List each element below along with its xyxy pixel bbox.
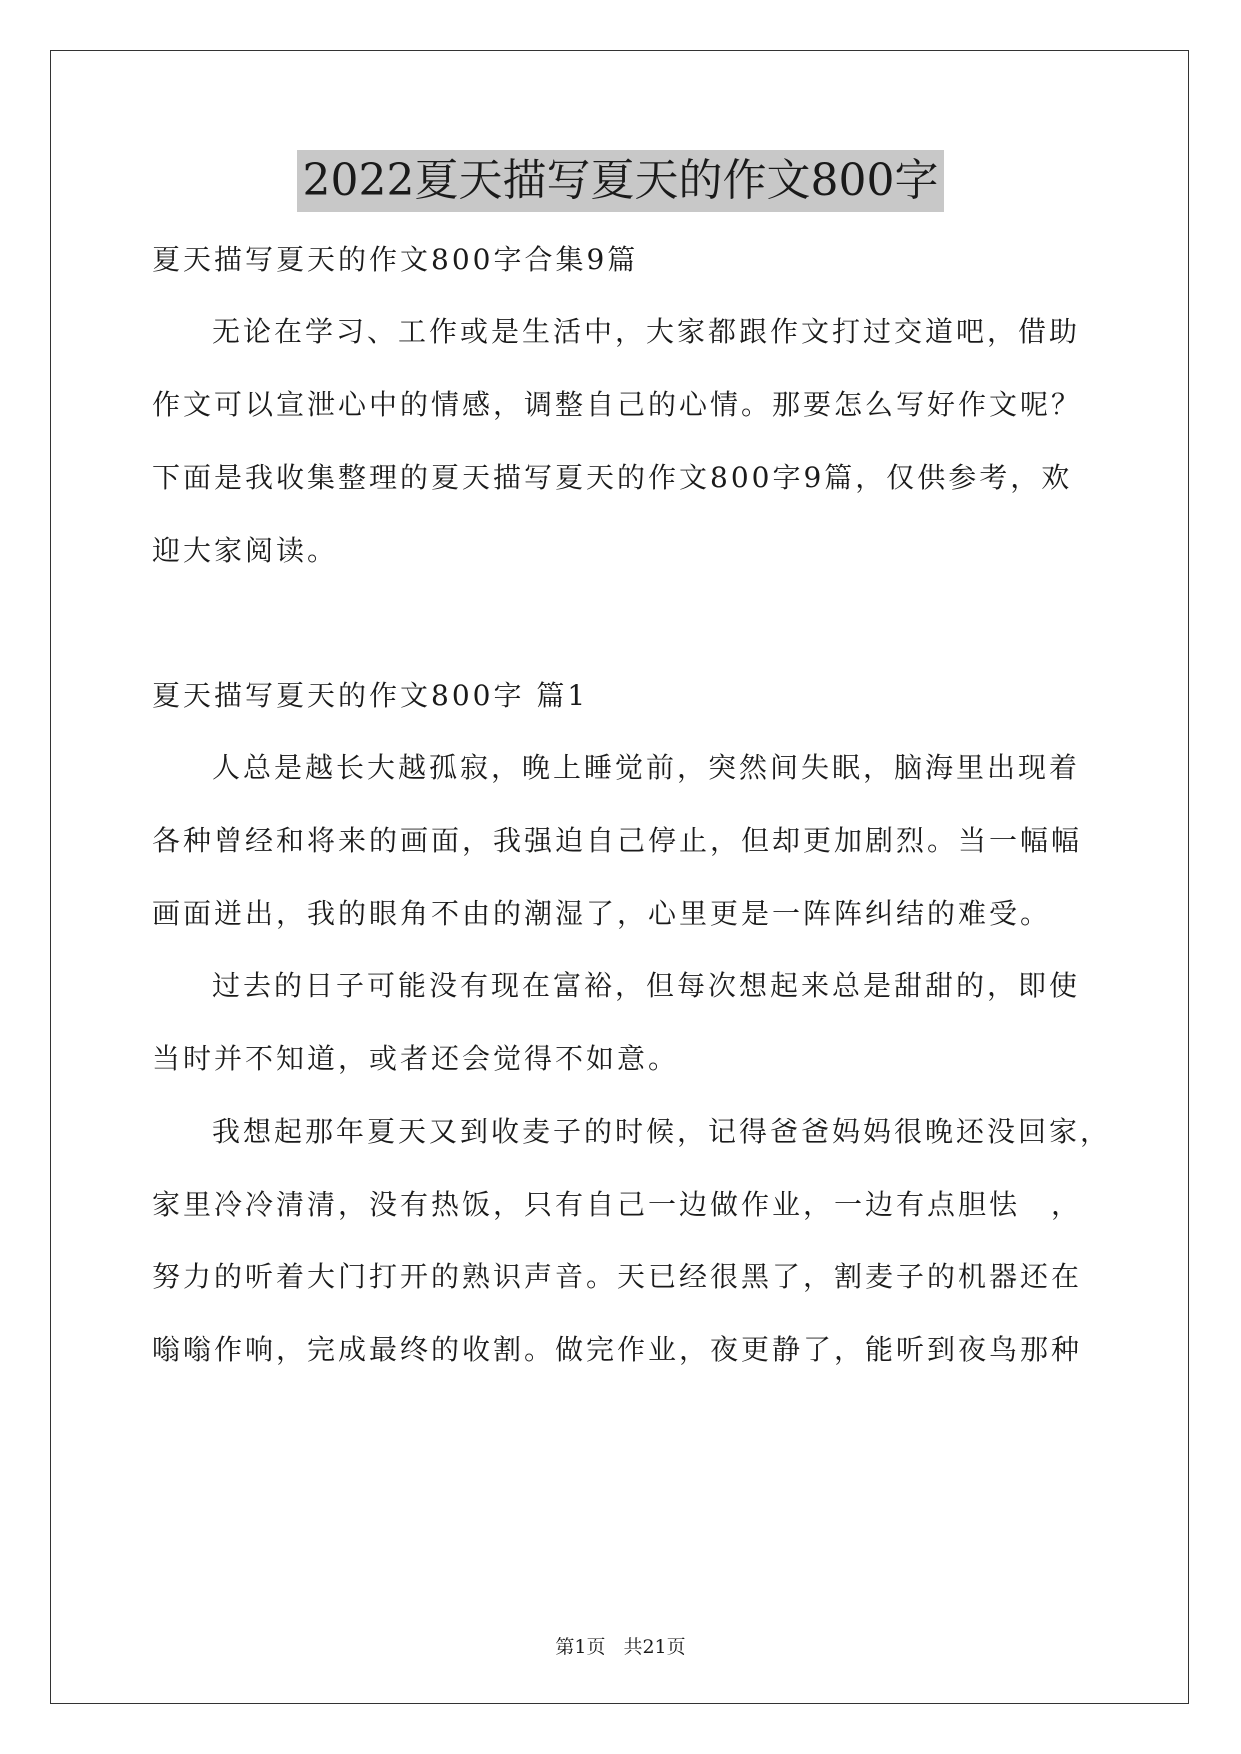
page-total: 共21页	[623, 1636, 686, 1658]
body-line: 我想起那年夏天又到收麦子的时候，记得爸爸妈妈很晚还没回家，	[212, 1115, 1112, 1148]
intro-line: 作文可以宣泄心中的情感，调整自己的心情。那要怎么写好作文呢？	[152, 388, 1083, 421]
body-line: 画面迸出，我的眼角不由的潮湿了，心里更是一阵阵纠结的难受。	[152, 897, 1052, 930]
body-line: 努力的听着大门打开的熟识声音。天已经很黑了，割麦子的机器还在	[152, 1260, 1083, 1293]
intro-line: 下面是我收集整理的夏天描写夏天的作文800字9篇，仅供参考，欢	[152, 461, 1073, 494]
body-line: 家里冷冷清清，没有热饭，只有自己一边做作业，一边有点胆怯 ，	[152, 1188, 1083, 1221]
body-line: 过去的日子可能没有现在富裕，但每次想起来总是甜甜的，即使	[212, 969, 1081, 1002]
section-heading: 夏天描写夏天的作文800字 篇1	[152, 679, 589, 712]
title-text: 2022夏天描写夏天的作文800字	[297, 150, 945, 212]
page-number: 第1页	[555, 1636, 606, 1658]
page-border	[50, 50, 1189, 1704]
page-footer	[0, 1632, 1241, 1659]
intro-line: 无论在学习、工作或是生活中，大家都跟作文打过交道吧，借助	[212, 315, 1081, 348]
collection-subtitle: 夏天描写夏天的作文800字合集9篇	[152, 243, 639, 276]
body-line: 各种曾经和将来的画面，我强迫自己停止，但却更加剧烈。当一幅幅	[152, 824, 1083, 857]
body-line: 人总是越长大越孤寂，晚上睡觉前，突然间失眠，脑海里出现着	[212, 751, 1081, 784]
body-line: 嗡嗡作响，完成最终的收割。做完作业，夜更静了，能听到夜鸟那种	[152, 1333, 1083, 1366]
body-line: 当时并不知道，或者还会觉得不如意。	[152, 1042, 680, 1075]
intro-line: 迎大家阅读。	[152, 534, 339, 567]
document-title	[0, 150, 1241, 212]
